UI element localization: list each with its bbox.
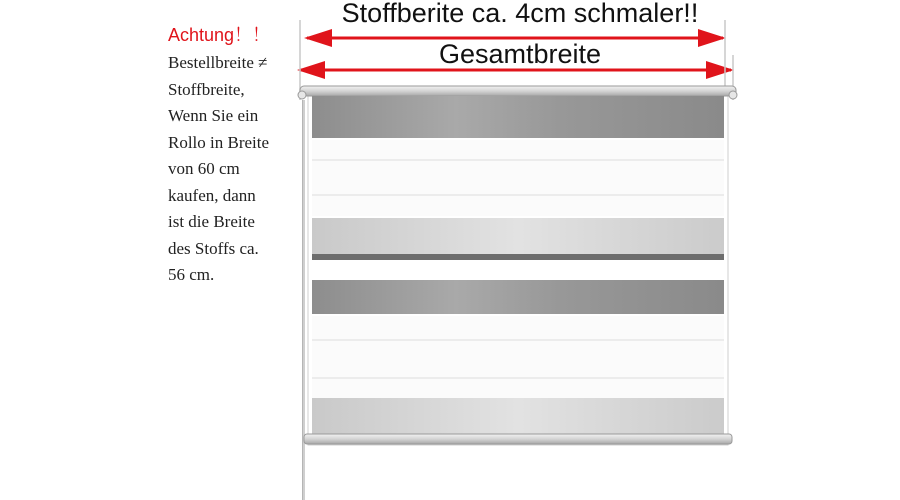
fabric-band-light (312, 218, 724, 254)
end-cap-right (729, 91, 737, 99)
notice-line: ist die Breite (168, 212, 255, 231)
fabric-band-middle (312, 280, 724, 314)
notice-title: Achtung！！ (168, 25, 271, 45)
notice-line: Rollo in Breite (168, 132, 270, 152)
fabric-band-dark-line (312, 254, 724, 260)
sheer-band (312, 140, 724, 216)
sheer-band (312, 316, 724, 398)
notice-line: von 60 cm (168, 159, 240, 178)
notice-line: Stoffbreite, (168, 79, 245, 99)
fabric-band-top (312, 96, 724, 138)
total-width-label: Gesamtbreite (438, 39, 602, 69)
fabric-band-bottom (312, 398, 724, 434)
notice-line: des Stoffs ca. (168, 238, 259, 258)
notice-line: kaufen, dann (168, 185, 256, 205)
notice-line: 56 cm. (168, 265, 215, 284)
notice-line: Wenn Sie ein (168, 106, 259, 125)
end-cap-left (298, 91, 306, 99)
fabric-width-label: Stoffberite ca. 4cm schmaler!! (341, 0, 699, 28)
head-rail (300, 86, 736, 96)
notice-line: Bestellbreite ≠ (168, 53, 268, 72)
bottom-rail (304, 434, 732, 444)
